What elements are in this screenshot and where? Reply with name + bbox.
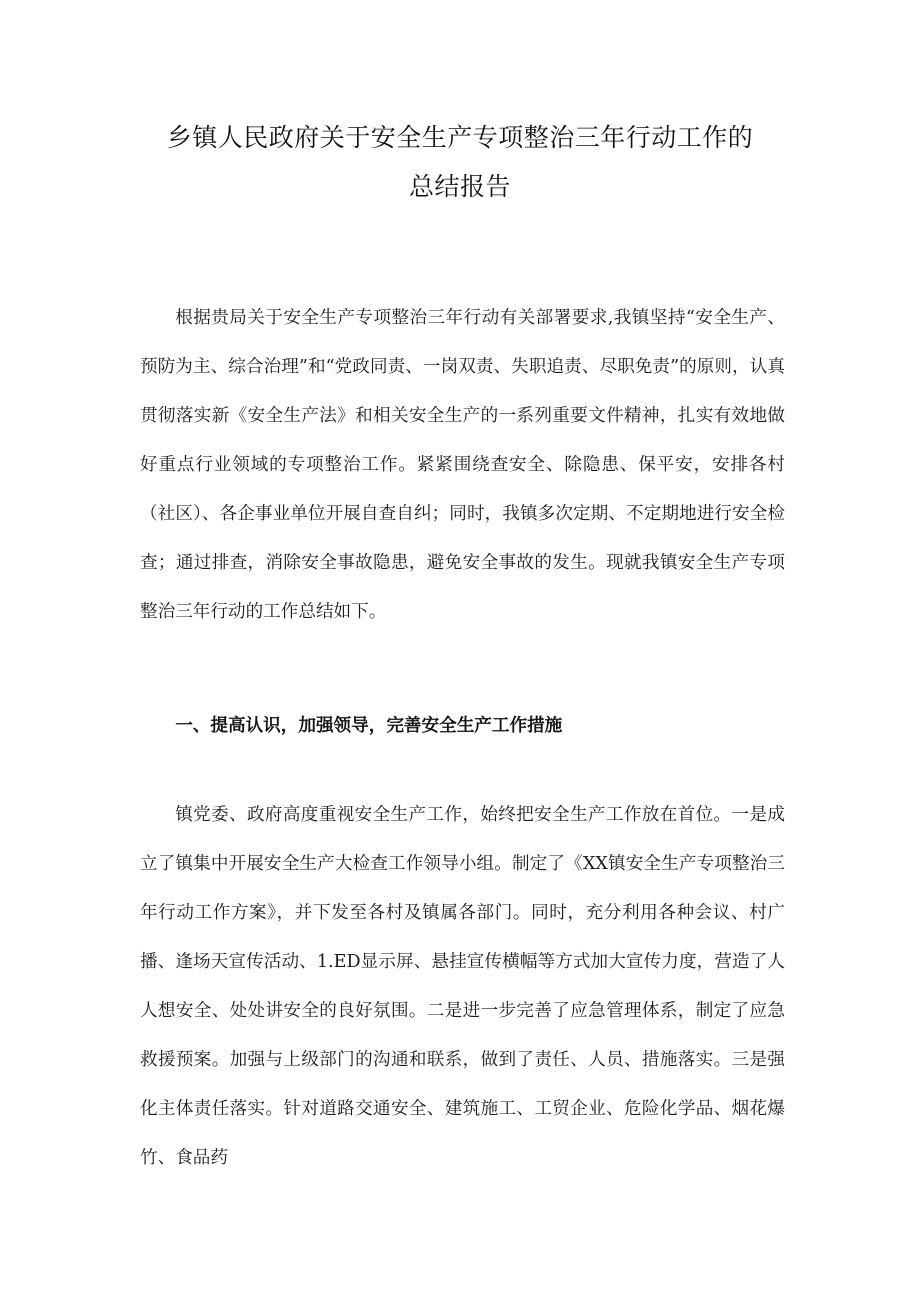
title-line-2: 总结报告 <box>408 172 511 201</box>
section-1-paragraph-block <box>140 791 785 1183</box>
document-title <box>0 113 920 211</box>
intro-paragraph: 根据贵局关于安全生产专项整治三年行动有关部署要求,我镇坚持“安全生产、预防为主、综合治理”和“党政同责、一岗双责、失职追责、尽职免责”的原则，认真贯彻落实新《安全生产法》和相关安全生产的一系列重要文件精神，扎实有效地做好重点行业领域的专项整治工作。紧紧围绕查安全、除隐患、保平安，安排各村（社区）、各企事业单位开展自查自纠；同时，我镇多次定期、不定期地进行安全检查；通过排查，消除安全事故隐患，避免安全事故的发生。现就我镇安全生产专项整治三年行动的工作总结如下。 <box>140 308 785 622</box>
section-heading-1: 一、提高认识，加强领导，完善安全生产工作措施 <box>175 716 563 736</box>
section-1-paragraph: 镇党委、政府高度重视安全生产工作，始终把安全生产工作放在首位。一是成立了镇集中开展安全生产大检查工作领导小组。制定了《XX镇安全生产专项整治三年行动工作方案》，并下发至各村及镇属各部门。同时，充分利用各种会议、村广播、逢场天宣传活动、1.ED显示屏、悬挂宣传横幅等方式加大宣传力度，营造了人人想安全、处处讲安全的良好氛围。二是进一步完善了应急管理体系，制定了应急救援预案。加强与上级部门的沟通和联系，做到了责任、人员、措施落实。三是强化主体责任落实。针对道路交通安全、建筑施工、工贸企业、危险化学品、烟花爆竹、食品药 <box>140 805 785 1168</box>
title-line-1: 乡镇人民政府关于安全生产专项整治三年行动工作的 <box>166 123 754 152</box>
intro-paragraph-block <box>140 294 785 637</box>
